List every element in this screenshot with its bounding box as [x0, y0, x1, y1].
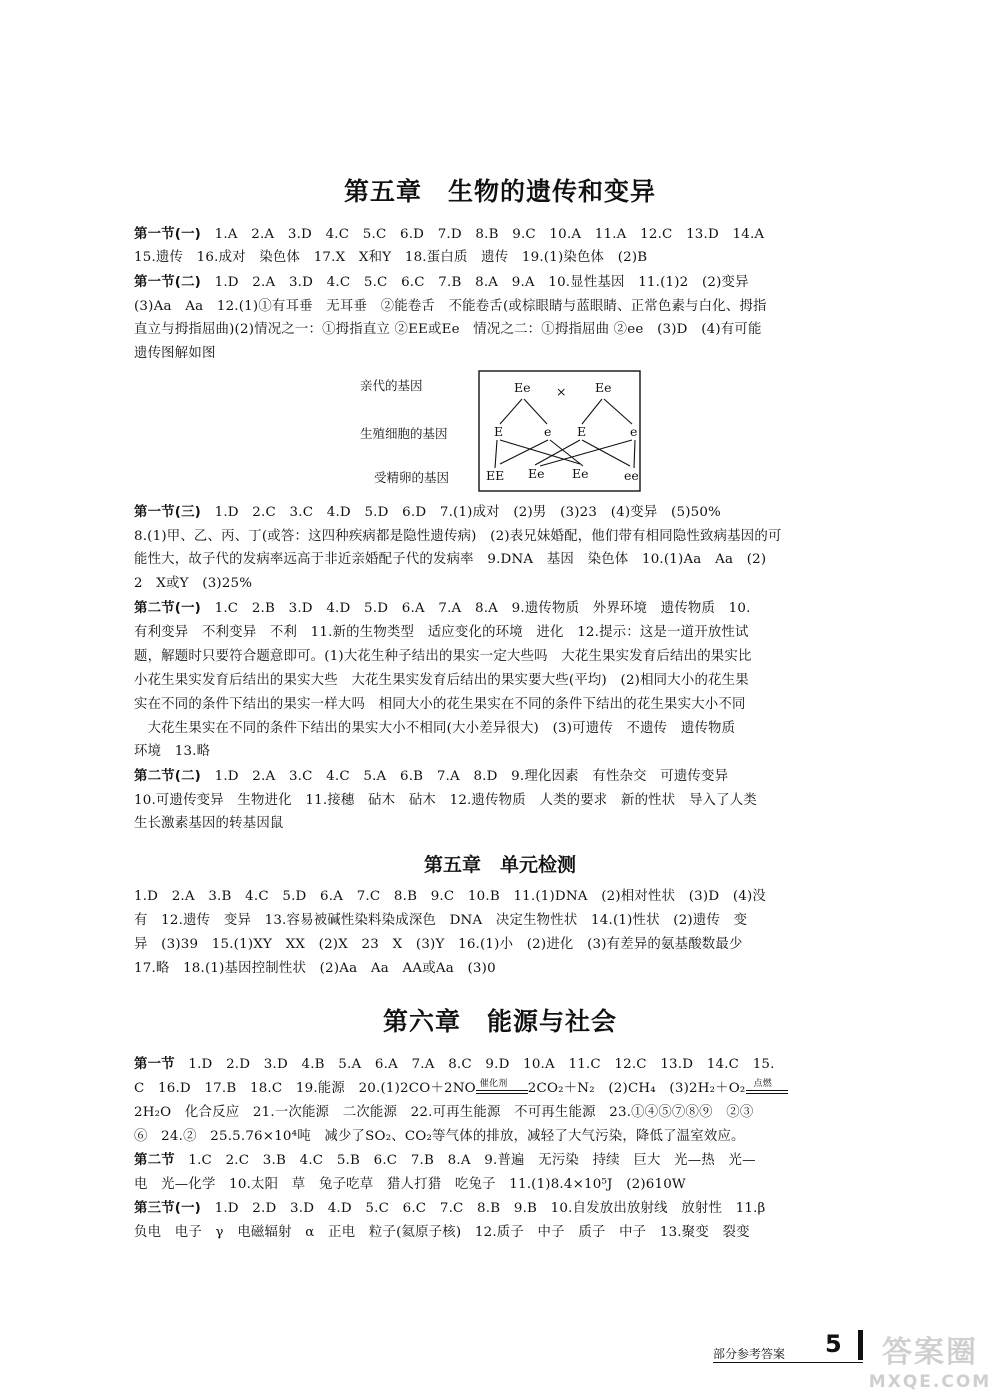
cross-symbol: × [556, 384, 567, 399]
section-label: 第一节 [134, 1057, 175, 1072]
c6-s1-line3: 2H₂O 化合反应 21.一次能源 二次能源 22.可再生能源 不可再生能源 23.①④⑤⑦⑧⑨ ②③ [134, 1105, 754, 1120]
s2-1-line7: 环境 13.略 [134, 744, 211, 759]
parent1-genotype: Ee [514, 380, 531, 395]
c6-s1-line2: C 16.D 17.B 18.C 19.能源 20.(1)2CO＋2NO 催化剂 2CO₂＋N₂ (2)CH₄ (3)2H₂＋O₂ 点燃 [134, 1078, 869, 1100]
s1-3-line2: 8.(1)甲、乙、丙、丁(或答：这四种疾病都是隐性遗传病) (2)表兄妹婚配，他们带有相同隐性致病基因的可 [134, 529, 782, 544]
s1-2-line4: 遗传图解如图 [134, 346, 216, 361]
s1-3-line1: 第一节(三) 1.D 2.C 3.C 4.D 5.D 6.D 7.(1)成对 (2)男 (3)23 (4)变异 (5)50% [134, 505, 721, 520]
watermark-logo: 答案圈 MXQE.COM [868, 1335, 992, 1392]
section-label: 第一节(三) [134, 505, 202, 520]
footer-label: 部分参考答案 [713, 1347, 786, 1361]
unit-line3: 异 (3)39 15.(1)XY XX (2)X 23 X (3)Y 16.(1)小 (2)进化 (3)有差异的氨基酸数最少 [134, 937, 743, 952]
zygote-4: ee [624, 468, 639, 483]
inheritance-diagram [350, 368, 650, 494]
ignite-arrow [746, 1078, 788, 1096]
cross-lines [495, 399, 638, 468]
label-parent-genes: 亲代的基因 [360, 378, 423, 393]
s2-1-line4: 小花生果实发育后结出的果实大些 大花生果实发育后结出的果实要大些(平均) (2)相同大小的花生果 [134, 673, 749, 688]
gamete-3: E [577, 424, 587, 439]
s1-2-line3: 直立与拇指屈曲)(2)情况之一：①拇指直立 ②EE或Ee 情况之二：①拇指屈曲 ②ee (3)D (4)有可能 [134, 322, 762, 337]
s2-2-line1: 第二节(二) 1.D 2.A 3.C 4.C 5.A 6.B 7.A 8.D 9.理化因素 有性杂交 可遗传变异 [134, 769, 729, 784]
ignite-condition: 点燃 [753, 1078, 772, 1089]
s1-3-line4: 2 X或Y (3)25% [134, 576, 253, 591]
label-zygote-genes: 受精卵的基因 [374, 470, 450, 485]
unit-line2: 有 12.遗传 变异 13.容易被碱性染料染成深色 DNA 决定生物性状 14.(1)性状 (2)遗传 变 [134, 913, 748, 928]
s2-1-line3: 题，解题时只要符合题意即可。(1)大花生种子结出的果实一定大些吗 大花生果实发育后结出的果实比 [134, 649, 752, 664]
c6-s1-line4: ⑥ 24.② 25.5.76×10⁴吨 减少了SO₂、CO₂等气体的排放，减轻了大气污染，降低了温室效应。 [134, 1129, 745, 1144]
gamete-2: e [544, 424, 552, 439]
unit-line1: 1.D 2.A 3.B 4.C 5.D 6.A 7.C 8.B 9.C 10.B 11.(1)DNA (2)相对性状 (3)D (4)没 [134, 889, 767, 904]
c6-s2-line2: 电 光—化学 10.太阳 草 兔子吃草 猎人打猎 吃兔子 11.(1)8.4×10⁵J (2)610W [134, 1177, 686, 1192]
s2-1-line6: 大花生果实在不同的条件下结出的果实大小不相同(大小差异很大) (3)可遗传 不遗传 遗传物质 [134, 721, 736, 736]
section-label: 第二节(二) [134, 769, 202, 784]
unit-line4: 17.略 18.(1)基因控制性状 (2)Aa Aa AA或Aa (3)0 [134, 961, 496, 976]
c6-s2-line1: 第二节 1.C 2.C 3.B 4.C 5.B 6.C 7.B 8.A 9.普遍 无污染 持续 巨大 光—热 光— [134, 1153, 756, 1168]
page-bar [858, 1330, 863, 1360]
section-label: 第三节(一) [134, 1201, 202, 1216]
chapter5-title: 第五章 生物的遗传和变异 [343, 177, 656, 206]
parent2-genotype: Ee [595, 380, 612, 395]
section-label: 第一节(一) [134, 227, 202, 242]
label-gamete-genes: 生殖细胞的基因 [360, 426, 448, 441]
footer-rule [713, 1362, 863, 1363]
section-label: 第二节(一) [134, 601, 202, 616]
c6-s3-line1: 第三节(一) 1.D 2.D 3.D 4.D 5.C 6.C 7.C 8.B 9.B 10.自发放出放射线 放射性 11.β [134, 1201, 766, 1216]
zygote-3: Ee [572, 466, 589, 481]
s2-1-line1: 第二节(一) 1.C 2.B 3.D 4.D 5.D 6.A 7.A 8.A 9.遗传物质 外界环境 遗传物质 10. [134, 601, 751, 616]
gamete-1: E [494, 424, 504, 439]
catalyst-condition: 催化剂 [479, 1078, 508, 1089]
s2-2-line3: 生长激素基因的转基因鼠 [134, 816, 284, 831]
zygote-1: EE [486, 468, 505, 483]
gamete-4: e [630, 424, 638, 439]
c6-s3-line2: 负电 电子 γ 电磁辐射 α 正电 粒子(氦原子核) 12.质子 中子 质子 中子 13.聚变 裂变 [134, 1225, 750, 1240]
catalyst-arrow [476, 1078, 528, 1096]
chapter6-title: 第六章 能源与社会 [382, 1007, 617, 1036]
section-label: 第一节(二) [134, 275, 202, 290]
s2-1-line2: 有利变异 不利变异 不利 11.新的生物类型 适应变化的环境 进化 12.提示：这是一道开放性试 [134, 625, 749, 640]
section-label: 第二节 [134, 1153, 175, 1168]
unit-test-title: 第五章 单元检测 [423, 854, 576, 876]
c6-s1-line1: 第一节 1.D 2.D 3.D 4.B 5.A 6.A 7.A 8.C 9.D 10.A 11.C 12.C 13.D 14.C 15. [134, 1057, 775, 1072]
s2-2-line2: 10.可遗传变异 生物进化 11.接穗 砧木 砧木 12.遗传物质 人类的要求 新的性状 导入了人类 [134, 793, 757, 808]
s1-1-line1: 第一节(一) 1.A 2.A 3.D 4.C 5.C 6.D 7.D 8.B 9.C 10.A 11.A 12.C 13.D 14.A [134, 227, 765, 242]
zygote-2: Ee [528, 466, 545, 481]
s1-2-line1: 第一节(二) 1.D 2.A 3.D 4.C 5.C 6.C 7.B 8.A 9.A 10.显性基因 11.(1)2 (2)变异 [134, 275, 749, 290]
s2-1-line5: 实在不同的条件下结出的果实一样大吗 相同大小的花生果实在不同的条件下结出的花生果实大小不同 [134, 697, 746, 712]
s1-3-line3: 能性大，故子代的发病率远高于非近亲婚配子代的发病率 9.DNA 基因 染色体 10.(1)Aa Aa (2) [134, 552, 767, 567]
s1-1-line2: 15.遗传 16.成对 染色体 17.X X和Y 18.蛋白质 遗传 19.(1)染色体 (2)B [134, 250, 648, 265]
page-number: 5 [825, 1330, 842, 1358]
s1-2-line2: (3)Aa Aa 12.(1)①有耳垂 无耳垂 ②能卷舌 不能卷舌(或棕眼睛与蓝眼睛、正常色素与白化、拇指 [134, 299, 767, 314]
